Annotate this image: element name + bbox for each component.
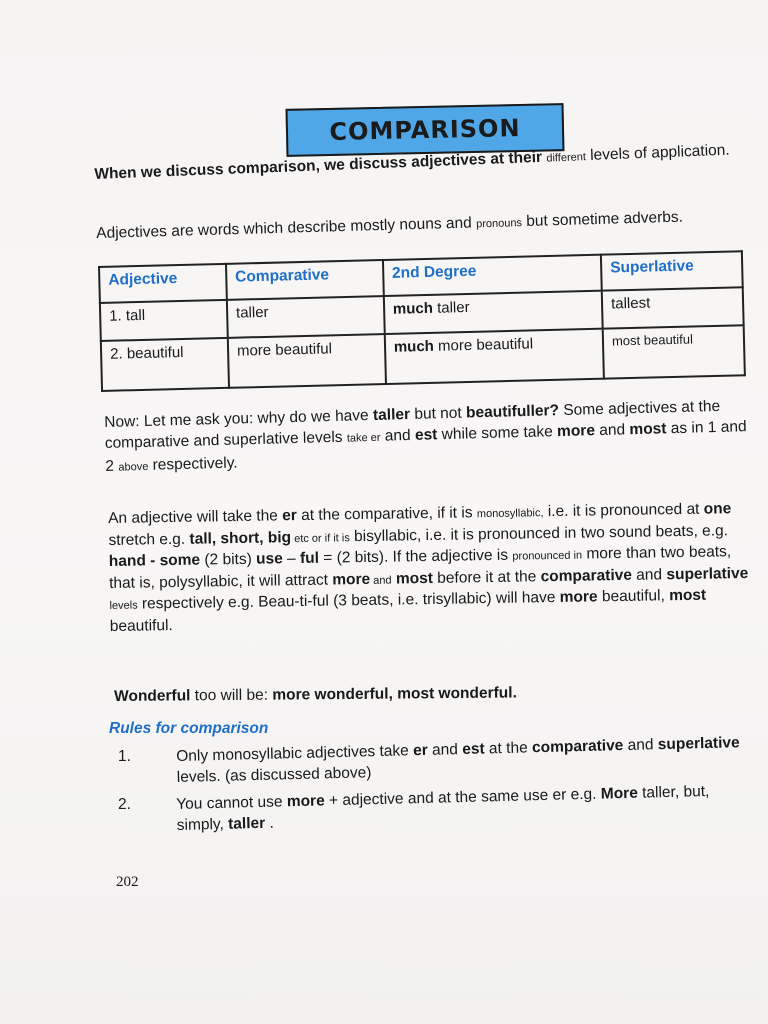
cell-2nd-degree-bold: much [393, 337, 435, 356]
text-run-small: pronounced in [512, 549, 583, 563]
cell-comparative: more beautiful [228, 334, 386, 388]
text-run: stretch e.g. [108, 530, 190, 549]
text-run-bold: beautifuller? [465, 402, 560, 422]
text-run: and [623, 736, 659, 755]
text-run-bold: tall, short, big [189, 528, 292, 548]
cell-superlative: tallest [602, 287, 744, 328]
text-run: . [264, 814, 275, 832]
cell-2nd-degree-bold: much [392, 299, 434, 318]
intro-text-end: levels of application. [585, 141, 730, 165]
text-run: too will be: [190, 686, 273, 705]
text-run: respectively. [148, 454, 238, 474]
text-run: bisyllabic, i.e. it is pronounced in two sound beats, e.g. [349, 521, 729, 545]
cell-superlative: most beautiful [603, 325, 745, 378]
text-run-bold: most [629, 420, 667, 439]
rules-heading: Rules for comparison [109, 720, 269, 737]
rule-number: 1. [118, 748, 131, 765]
text-run-bold: one [703, 500, 732, 518]
rule-item-2 [118, 782, 758, 842]
intro-text-small: different [546, 151, 587, 165]
wonderful-paragraph [114, 680, 754, 707]
text-run: You cannot use [176, 793, 288, 813]
text-run: and [594, 421, 630, 440]
text-run: at the [484, 739, 533, 758]
text-run: at the comparative, if it is [296, 504, 477, 525]
page-number: 202 [116, 874, 139, 890]
text-run-bold: more [559, 588, 598, 607]
text-run: and [631, 566, 667, 584]
text-run: but not [409, 404, 467, 423]
text-run: levels. (as discussed above) [176, 764, 372, 786]
cell-adjective: 2. beautiful [101, 338, 229, 391]
text-run: beautiful. [109, 616, 173, 635]
text-run: more than two beats, that is, polysyllabic, it will attract [109, 543, 732, 592]
cell-adjective: 1. tall [100, 300, 228, 341]
definition-text-end: but sometime adverbs. [521, 208, 684, 231]
syllable-rule-paragraph [108, 499, 760, 638]
intro-text: When we discuss comparison, we discuss adjectives at their [94, 148, 547, 183]
text-run: (2 bits) [199, 550, 257, 569]
text-run-bold: hand - some [108, 551, 201, 571]
text-run-bold: est [462, 740, 485, 759]
comparison-table [98, 250, 746, 392]
text-run: and [427, 741, 463, 759]
text-run: – [282, 550, 301, 568]
text-run: before it at the [432, 567, 541, 587]
text-run-bold: most [391, 569, 434, 588]
text-run: + adjective and at the same use er e.g. [324, 785, 602, 810]
text-run-bold: Wonderful [114, 687, 191, 705]
text-run: respectively e.g. Beau-ti-ful (3 beats, i.e. trisyllabic) will have [137, 589, 560, 613]
text-run-bold: superlative [666, 564, 749, 584]
text-run-small: and [370, 574, 392, 587]
text-run-bold: superlative [657, 734, 740, 754]
text-run-bold: more wonderful, most wonderful. [272, 684, 517, 704]
text-run: Only monosyllabic adjectives take [176, 742, 414, 765]
definition-text-small: pronouns [475, 217, 523, 231]
text-run-bold: er [282, 507, 297, 525]
text-run: Now: Let me ask you: why do we have [104, 406, 374, 431]
text-run: and [380, 426, 416, 445]
text-run-bold: more [332, 570, 371, 589]
text-run: An adjective will take the [108, 507, 283, 527]
text-run-bold: taller [227, 814, 266, 833]
question-paragraph [104, 395, 756, 479]
page-title: COMPARISON [329, 114, 521, 146]
text-run: = (2 bits). If the adjective is [318, 546, 513, 567]
text-run-bold: est [414, 426, 438, 444]
text-run-small: above [118, 460, 149, 474]
text-run-bold: comparative [540, 566, 633, 585]
text-run-bold: er [412, 741, 428, 760]
intro-paragraph-2 [96, 205, 746, 246]
text-run-bold: more [556, 422, 596, 441]
text-run-bold: use [255, 550, 283, 568]
rule-number: 2. [118, 796, 131, 813]
text-run-bold: taller [372, 405, 411, 424]
cell-2nd-degree [384, 291, 603, 334]
text-run-small: take er [346, 431, 381, 445]
definition-text: Adjectives are words which describe mostly nouns and [96, 214, 477, 242]
text-run-bold: most [668, 586, 707, 605]
header-adjective: Adjective [99, 264, 227, 303]
text-run-bold: more [286, 792, 325, 811]
text-run-small: etc or if it is [291, 531, 350, 545]
cell-2nd-degree-rest: taller [432, 298, 470, 317]
cell-comparative: taller [227, 296, 385, 338]
rule-text [176, 732, 757, 788]
text-run-bold: More [600, 784, 639, 803]
cell-2nd-degree [385, 329, 604, 384]
text-run: Some adjectives at the comparative and superlative levels [104, 397, 721, 452]
text-run-bold: comparative [531, 737, 624, 757]
header-superlative: Superlative [601, 251, 743, 290]
text-run-small: levels [109, 599, 138, 613]
text-run: as in 1 and 2 [105, 418, 747, 475]
header-2nd-degree: 2nd Degree [383, 255, 602, 296]
header-comparative: Comparative [226, 260, 384, 300]
text-run-bold: ful [299, 549, 320, 568]
text-run: while some take [437, 423, 558, 444]
text-run-small: monosyllabic, [476, 507, 544, 521]
text-run: i.e. it is pronounced at [543, 500, 704, 521]
cell-2nd-degree-rest: more beautiful [433, 335, 534, 355]
text-run: beautiful, [597, 587, 670, 606]
text-run: taller, but, simply, [176, 782, 710, 834]
